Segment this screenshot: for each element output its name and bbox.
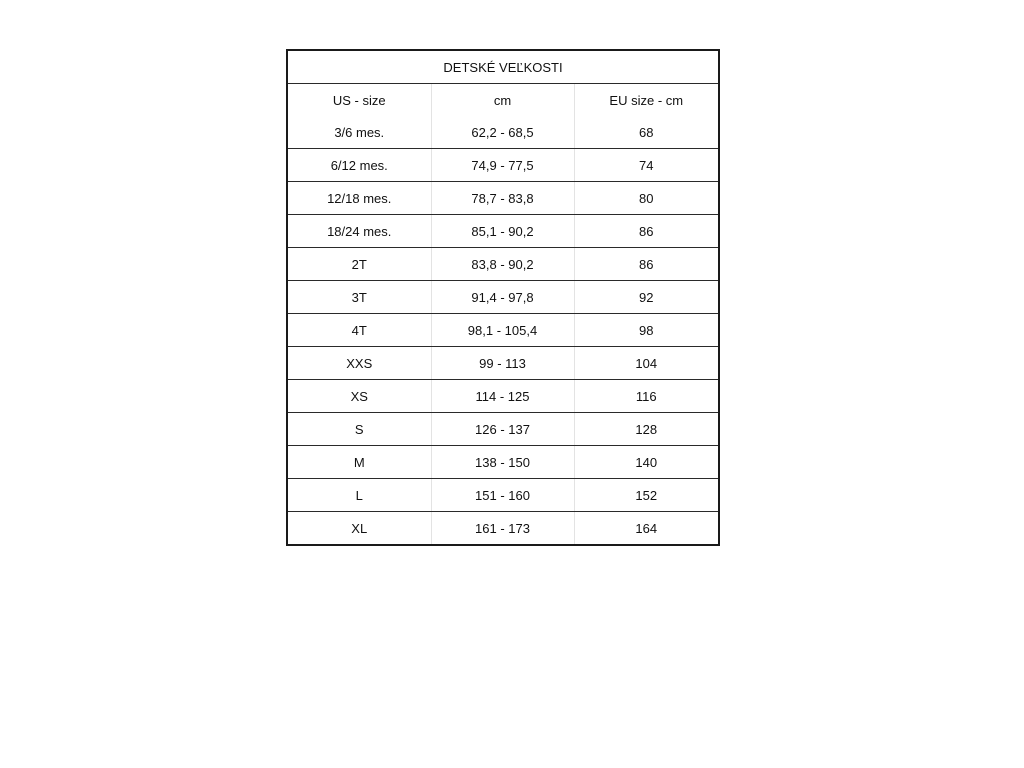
table-row (287, 182, 719, 215)
eu-size-cell: 74 (574, 149, 719, 182)
cm-range-cell: 78,7 - 83,8 (431, 182, 574, 215)
us-size-cell: 3T (287, 281, 431, 314)
cm-range-cell: 83,8 - 90,2 (431, 248, 574, 281)
table-row (287, 215, 719, 248)
eu-size-cell: 86 (574, 215, 719, 248)
eu-size-cell: 152 (574, 479, 719, 512)
cm-range-cell: 62,2 - 68,5 (431, 116, 574, 149)
cm-range-cell: 91,4 - 97,8 (431, 281, 574, 314)
us-size-cell: M (287, 446, 431, 479)
cm-range-cell: 138 - 150 (431, 446, 574, 479)
title-row (287, 50, 719, 84)
size-rows (287, 116, 719, 545)
us-size-cell: L (287, 479, 431, 512)
us-size-cell: 12/18 mes. (287, 182, 431, 215)
cm-range-cell: 126 - 137 (431, 413, 574, 446)
eu-size-cell: 104 (574, 347, 719, 380)
us-size-cell: XL (287, 512, 431, 546)
header-row (287, 84, 719, 117)
eu-size-cell: 92 (574, 281, 719, 314)
column-header-eu-size: EU size - cm (609, 92, 684, 108)
cm-range-cell: 151 - 160 (431, 479, 574, 512)
us-size-cell: XXS (287, 347, 431, 380)
cm-range-cell: 98,1 - 105,4 (431, 314, 574, 347)
table-row (287, 413, 719, 446)
us-size-cell: 2T (287, 248, 431, 281)
eu-size-cell: 86 (574, 248, 719, 281)
cm-range-cell: 99 - 113 (431, 347, 574, 380)
eu-size-cell: 68 (574, 116, 719, 149)
column-header-cm: cm (431, 84, 574, 117)
table-row (287, 479, 719, 512)
table-row (287, 314, 719, 347)
cm-range-cell: 85,1 - 90,2 (431, 215, 574, 248)
cm-range-cell: 161 - 173 (431, 512, 574, 546)
eu-size-cell: 128 (574, 413, 719, 446)
eu-size-cell: 116 (574, 380, 719, 413)
table-row (287, 248, 719, 281)
table-row (287, 281, 719, 314)
eu-size-cell: 98 (574, 314, 719, 347)
column-header-us-size: US - size (287, 84, 431, 117)
us-size-cell: 18/24 mes. (287, 215, 431, 248)
cm-range-cell: 114 - 125 (431, 380, 574, 413)
table-row (287, 116, 719, 149)
us-size-cell: 3/6 mes. (287, 116, 431, 149)
eu-size-cell: 164 (635, 520, 658, 536)
us-size-cell: 6/12 mes. (287, 149, 431, 182)
table-row (287, 347, 719, 380)
eu-size-cell: 140 (574, 446, 719, 479)
us-size-cell: 4T (287, 314, 431, 347)
table-row (287, 446, 719, 479)
table-row (287, 149, 719, 182)
cm-range-cell: 74,9 - 77,5 (431, 149, 574, 182)
size-chart-table (286, 49, 720, 546)
us-size-cell: S (287, 413, 431, 446)
us-size-cell: XS (287, 380, 431, 413)
eu-size-cell: 80 (574, 182, 719, 215)
table-row (287, 380, 719, 413)
table-row (287, 512, 719, 546)
table-title: DETSKÉ VEĽKOSTI (287, 50, 719, 84)
